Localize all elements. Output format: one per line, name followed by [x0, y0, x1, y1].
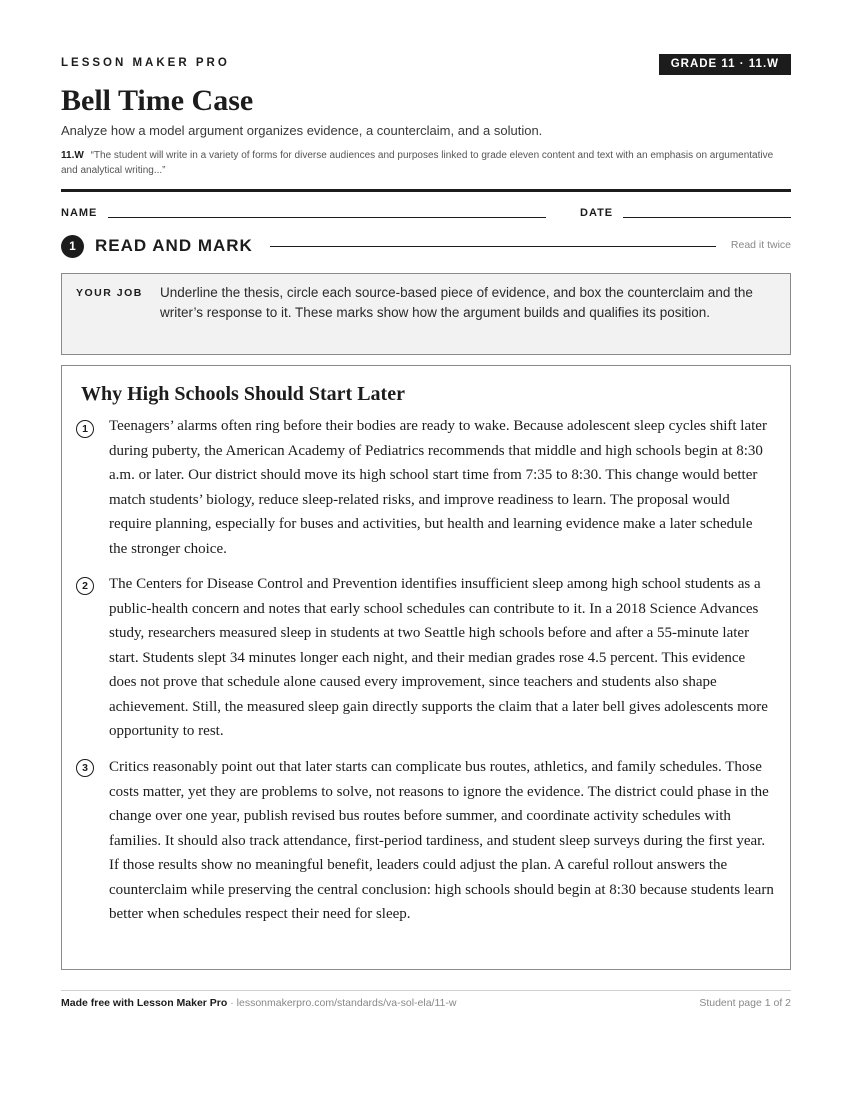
job-label: YOUR JOB — [76, 287, 143, 299]
paragraph-number: 2 — [76, 577, 94, 595]
section-title: READ AND MARK — [95, 236, 253, 255]
section-divider — [270, 246, 716, 247]
job-instructions-box — [61, 273, 791, 355]
footer-page-number: Student page 1 of 2 — [699, 997, 791, 1009]
section-note: Read it twice — [730, 239, 791, 251]
brand-name: LESSON MAKER PRO — [61, 57, 230, 69]
paragraph-number: 3 — [76, 759, 94, 777]
grade-badge: GRADE 11 · 11.W — [659, 54, 791, 75]
paragraph-text: Teenagers’ alarms often ring before their bodies are ready to wake. Because adolescent sleep cycles shift later during puberty, the American Academy of Pediatrics recommends that middle and high schools begin at 8:30 a.m. or later. Our district should move its high school start time from 7:35 to 8:30. This change would better match students’ biology, reduce sleep-related risks, and improve readiness to learn. The proposal would require planning, especially for buses and activities, but health and learning evidence make a later schedule the stronger choice. — [109, 418, 767, 557]
paragraph-text: The Centers for Disease Control and Prevention identifies insufficient sleep among high school students as a public-health concern and notes that early school schedules can contribute to it. In a 2018 Science Advances study, researchers measured sleep in students at two Seattle high schools before and after a 55-minute later start. Students slept 34 minutes longer each night, and their median grades rose 4.5 percent. This evidence does not prove that schedule alone caused every improvement, since teachers and students also shape achievement. Still, the measured sleep gain directly supports the claim that a later bell gives adolescents more opportunity to rest. — [109, 576, 768, 739]
paragraph-text: Critics reasonably point out that later starts can complicate bus routes, athletics, and family schedules. Those costs matter, yet they are problems to solve, not reasons to ignore the evidence. The district could phase in the change over one year, publish revised bus routes before summer, and coordinate activity schedules with families. It should also track attendance, first-period tardiness, and student sleep surveys during the first year. If those results show no meaningful benefit, leaders could adjust the plan. A careful rollout answers the counterclaim while preserving the central conclusion: high schools should begin at 8:30 because students learn better when schedules respect their need for sleep. — [109, 759, 774, 922]
page-subtitle: Analyze how a model argument organizes evidence, a counterclaim, and a solution. — [61, 123, 543, 138]
standard-text: “The student will write in a variety of forms for diverse audiences and purposes linked to grade eleven content and text with an emphasis on argumentative and analytical writing...” — [61, 150, 774, 176]
standard-code: 11.W — [61, 150, 84, 161]
footer-divider — [61, 990, 791, 991]
date-field[interactable] — [623, 217, 791, 218]
section-number-badge: 1 — [61, 235, 84, 258]
article-box — [61, 365, 791, 970]
standard-statement — [61, 148, 791, 178]
page-title: Bell Time Case — [61, 84, 254, 117]
footer-url[interactable]: · lessonmakerpro.com/standards/va-sol-ela/11-w — [227, 997, 457, 1009]
header-divider — [61, 189, 791, 192]
name-label: NAME — [61, 207, 98, 219]
date-label: DATE — [580, 207, 614, 219]
paragraph-number: 1 — [76, 420, 94, 438]
job-text: Underline the thesis, circle each source-based piece of evidence, and box the counterclaim and the writer’s response to it. These marks show how the argument builds and qualifies its position. — [160, 285, 753, 320]
name-field[interactable] — [108, 217, 546, 218]
article-title: Why High Schools Should Start Later — [81, 383, 405, 405]
footer-credit — [61, 997, 456, 1009]
footer-made-with: Made free with Lesson Maker Pro — [61, 997, 228, 1009]
